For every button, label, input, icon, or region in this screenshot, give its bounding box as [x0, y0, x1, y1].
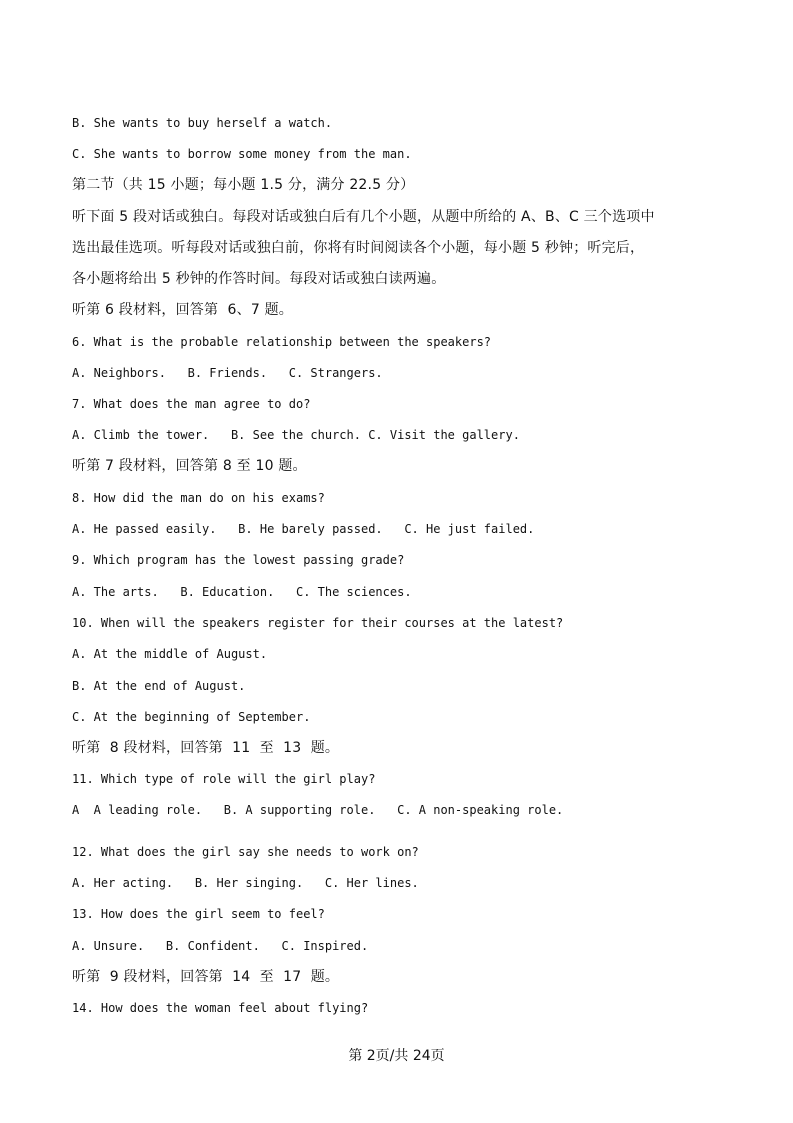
page-number: 第 2页/共 24页	[348, 1048, 445, 1064]
question-10-option-a: A. At the middle of August.	[72, 647, 268, 661]
question-10-option-c: C. At the beginning of September.	[72, 710, 311, 724]
question-7: 7. What does the man agree to do?	[72, 397, 311, 411]
question-7-options: A. Climb the tower. B. See the church. C. Visit the gallery.	[72, 428, 520, 442]
question-11-options: A A leading role. B. A supporting role. C. A non-speaking role.	[72, 803, 564, 817]
question-6-options: A. Neighbors. B. Friends. C. Strangers.	[72, 366, 383, 380]
question-13-options: A. Unsure. B. Confident. C. Inspired.	[72, 939, 369, 953]
instructions-line-1: 听下面 5 段对话或独白。每段对话或独白后有几个小题，从题中所给的 A、B、C 三个选项中	[72, 209, 655, 225]
option-5b: B. She wants to buy herself a watch.	[72, 116, 333, 130]
question-10: 10. When will the speakers register for their courses at the latest?	[72, 616, 564, 630]
question-12: 12. What does the girl say she needs to work on?	[72, 845, 419, 859]
option-5c: C. She wants to borrow some money from the man.	[72, 147, 412, 161]
question-9-options: A. The arts. B. Education. C. The sciences.	[72, 585, 412, 599]
question-12-options: A. Her acting. B. Her singing. C. Her lines.	[72, 876, 419, 890]
question-11: 11. Which type of role will the girl play?	[72, 772, 376, 786]
instructions-line-3: 各小题将给出 5 秒钟的作答时间。每段对话或独白读两遍。	[72, 271, 446, 287]
passage-8-heading: 听第 8 段材料，回答第 11 至 13 题。	[72, 740, 340, 756]
section-heading: 第二节（共 15 小题；每小题 1.5 分，满分 22.5 分）	[72, 177, 415, 193]
question-10-option-b: B. At the end of August.	[72, 679, 246, 693]
passage-7-heading: 听第 7 段材料，回答第 8 至 10 题。	[72, 458, 307, 474]
question-13: 13. How does the girl seem to feel?	[72, 907, 325, 921]
question-14: 14. How does the woman feel about flying?	[72, 1001, 369, 1015]
question-9: 9. Which program has the lowest passing grade?	[72, 553, 405, 567]
passage-9-heading: 听第 9 段材料，回答第 14 至 17 题。	[72, 969, 340, 985]
passage-6-heading: 听第 6 段材料，回答第 6、7 题。	[72, 302, 293, 318]
question-6: 6. What is the probable relationship between the speakers?	[72, 335, 492, 349]
question-8-options: A. He passed easily. B. He barely passed. C. He just failed.	[72, 522, 535, 536]
question-8: 8. How did the man do on his exams?	[72, 491, 325, 505]
instructions-line-2: 选出最佳选项。听每段对话或独白前，你将有时间阅读各个小题，每小题 5 秒钟；听完后，	[72, 240, 645, 256]
